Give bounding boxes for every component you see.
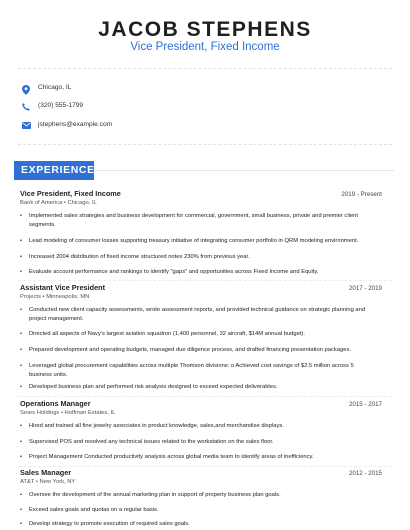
header-divider [18,68,392,69]
job-title: Assistant Vice President [20,283,106,292]
job-company: Bank of America • Chicago, IL [20,200,97,206]
experience-heading: EXPERIENCE [14,161,94,180]
job-separator [18,466,392,467]
job-dates: 2015 - 2017 [348,401,382,408]
location-pin-icon [22,85,30,95]
job-separator [18,280,392,281]
email-text: jstephens@example.com [38,121,113,128]
job-separator [18,396,392,397]
job-title: Sales Manager [20,468,72,477]
job-dates: 2019 - Present [341,191,382,198]
job-title: Operations Manager [20,399,91,408]
candidate-name: JACOB STEPHENS [98,18,312,41]
contact-phone [22,102,84,111]
job-company: Projects • Minneapolis, MN [20,294,90,300]
job-company: AT&T • New York, NY [20,479,76,485]
job-dates: 2012 - 2015 [348,470,382,477]
location-text: Chicago, IL [38,84,72,91]
contact-location [22,84,72,95]
experience-rule [94,170,394,171]
contact-divider [18,144,392,145]
job-dates: 2017 - 2019 [348,285,382,292]
candidate-title: Vice President, Fixed Income [130,41,280,53]
mail-icon [22,122,31,129]
resume-page: JACOB STEPHENS Vice President, Fixed Income Chicago, IL (320) 555-1799 jstephens@example.com EXPERIENCE Vice President, Fixed Income 2019 - Present Bank of America • Chicago, IL • Implemented sales strategies and business development for commercial, government, small business, private and premier client segments. • Lead modeling of consumer losses supporting treasury initiative of integrating consumer portfolio in QRM modeling environment. • Increased 2004 distribution of fixed income structured notes 230% from previous year. • Evaluate account performance and rankings to identify "gaps" and opportunities across Fixed Income and Equity. Assistant Vice President 2017 - 2019 Projects • Minneapolis, MN • Conducted new client capacity assessments, wrote assessment reports, and provided technical guidance on strategic planning and project management. • Directed all aspects of Navy's largest aviation squadron (1,400 personnel, 32 aircraft, $14M annual budget). • Prepared development and operating budgets, managed due diligence process, and drafted financing presentation packages. • Leveraged global procurement capabilities across multiple Thomson divisions: o Achieved cost savings of $2.5 million across 5 business units. • Developed business plan and performed risk analysis designed to exceed expected deliverables. Operations Manager 2015 - 2017 Sears Holdings • Hoffman Estates, IL • Hired and trained all fine jewelry associates in product knowledge, sales,and merchandise displays. • Supervised POS and resolved any technical issues related to the workstation on the sales floor. • Project Management Conducted productivity analysis across global media team to identify areas of inefficiency. Sales Manager 2012 - 2015 AT&T • New York, NY • Oversee the development of the annual marketing plan in support of property business plan goals. • Exceed sales goals and quotas on a regular basis. • Develop strategy to promote execution of required sales goals. [0,0,410,530]
job-title: Vice President, Fixed Income [20,189,121,198]
phone-text: (320) 555-1799 [38,102,84,109]
job-company: Sears Holdings • Hoffman Estates, IL [20,410,116,416]
phone-icon [22,103,30,111]
contact-email [22,121,113,129]
